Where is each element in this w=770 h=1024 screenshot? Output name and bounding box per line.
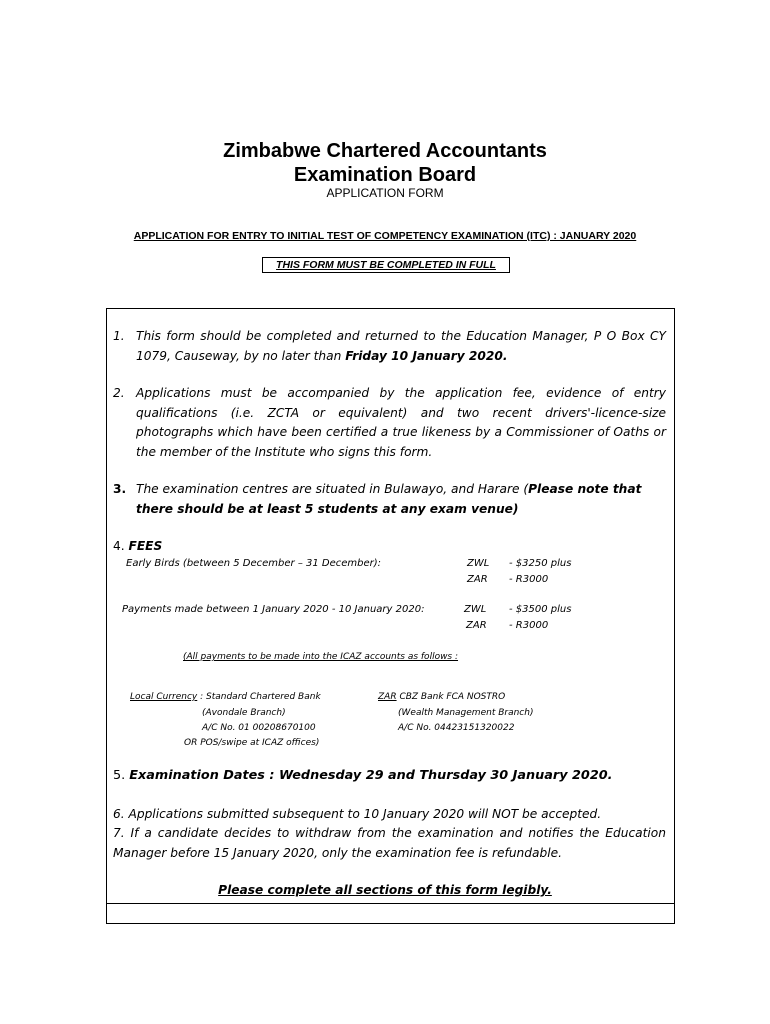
- instruction-item-7: 7. If a candidate decides to withdraw from the examination and notifies the Education Manager before 15 January 2020, only the examination fee is refundable.: [113, 826, 666, 860]
- item-text: The examination centres are situated in Bulawayo, and Harare (Please note that there should be at least 5 students at any exam venue): [136, 482, 642, 516]
- accounts-note: (All payments to be made into the ICAZ accounts as follows :: [183, 652, 459, 662]
- item-number: 1.: [113, 329, 125, 343]
- box-divider: [106, 903, 674, 904]
- zar-account: ZAR CBZ Bank FCA NOSTRO: [378, 692, 506, 702]
- zar-branch: (Wealth Management Branch): [398, 708, 534, 718]
- january-currency-zwl: ZWL: [464, 604, 487, 615]
- local-account-number: A/C No. 01 00208670100: [202, 723, 316, 733]
- local-pos-note: OR POS/swipe at ICAZ offices): [184, 738, 320, 748]
- item-number: 2.: [113, 386, 125, 400]
- item-text: Applications must be accompanied by the application fee, evidence of entry qualifications (i.e. ZCTA or equivalent) and two recent drivers'-licence-size photographs which have been certified a true likeness by a Commissioner of Oaths or the member of the Institute who signs this form.: [136, 386, 666, 459]
- local-currency-account: Local Currency : Standard Chartered Bank: [130, 692, 321, 702]
- local-branch: (Avondale Branch): [202, 708, 286, 718]
- january-amount-zar: - R3000: [509, 620, 549, 631]
- january-payments-label: Payments made between 1 January 2020 - 10 January 2020:: [122, 604, 425, 615]
- instruction-item-3: [113, 480, 666, 520]
- fees-heading: 4. FEES: [113, 539, 163, 553]
- early-amount-zwl: - $3250 plus: [509, 558, 572, 569]
- early-currency-zar: ZAR: [467, 574, 488, 585]
- january-currency-zar: ZAR: [466, 620, 487, 631]
- item-number: 3.: [113, 482, 127, 496]
- instruction-item-6: 6. Applications submitted subsequent to 10 January 2020 will NOT be accepted.: [113, 807, 602, 821]
- instruction-item-2: [113, 384, 666, 464]
- org-name-line1: Zimbabwe Chartered Accountants: [223, 140, 547, 162]
- zar-account-number: A/C No. 04423151320022: [398, 723, 515, 733]
- closing-instruction: Please complete all sections of this form legibly.: [218, 883, 552, 897]
- complete-notice: THIS FORM MUST BE COMPLETED IN FULL: [262, 257, 510, 273]
- form-label: APPLICATION FORM: [326, 186, 444, 200]
- application-heading: APPLICATION FOR ENTRY TO INITIAL TEST OF COMPETENCY EXAMINATION (ITC) : JANUARY 2020: [133, 230, 637, 242]
- january-amount-zwl: - $3500 plus: [509, 604, 572, 615]
- org-name-line2: Examination Board: [293, 164, 477, 186]
- instruction-item-1: [113, 327, 666, 367]
- early-birds-label: Early Birds (between 5 December – 31 December):: [126, 558, 382, 569]
- early-amount-zar: - R3000: [509, 574, 549, 585]
- early-currency-zwl: ZWL: [467, 558, 490, 569]
- exam-dates: 5. Examination Dates : Wednesday 29 and Thursday 30 January 2020.: [113, 768, 613, 783]
- item-text: This form should be completed and returned to the Education Manager, P O Box CY 1079, Causeway, by no later than Friday 10 January 2020.: [136, 329, 666, 363]
